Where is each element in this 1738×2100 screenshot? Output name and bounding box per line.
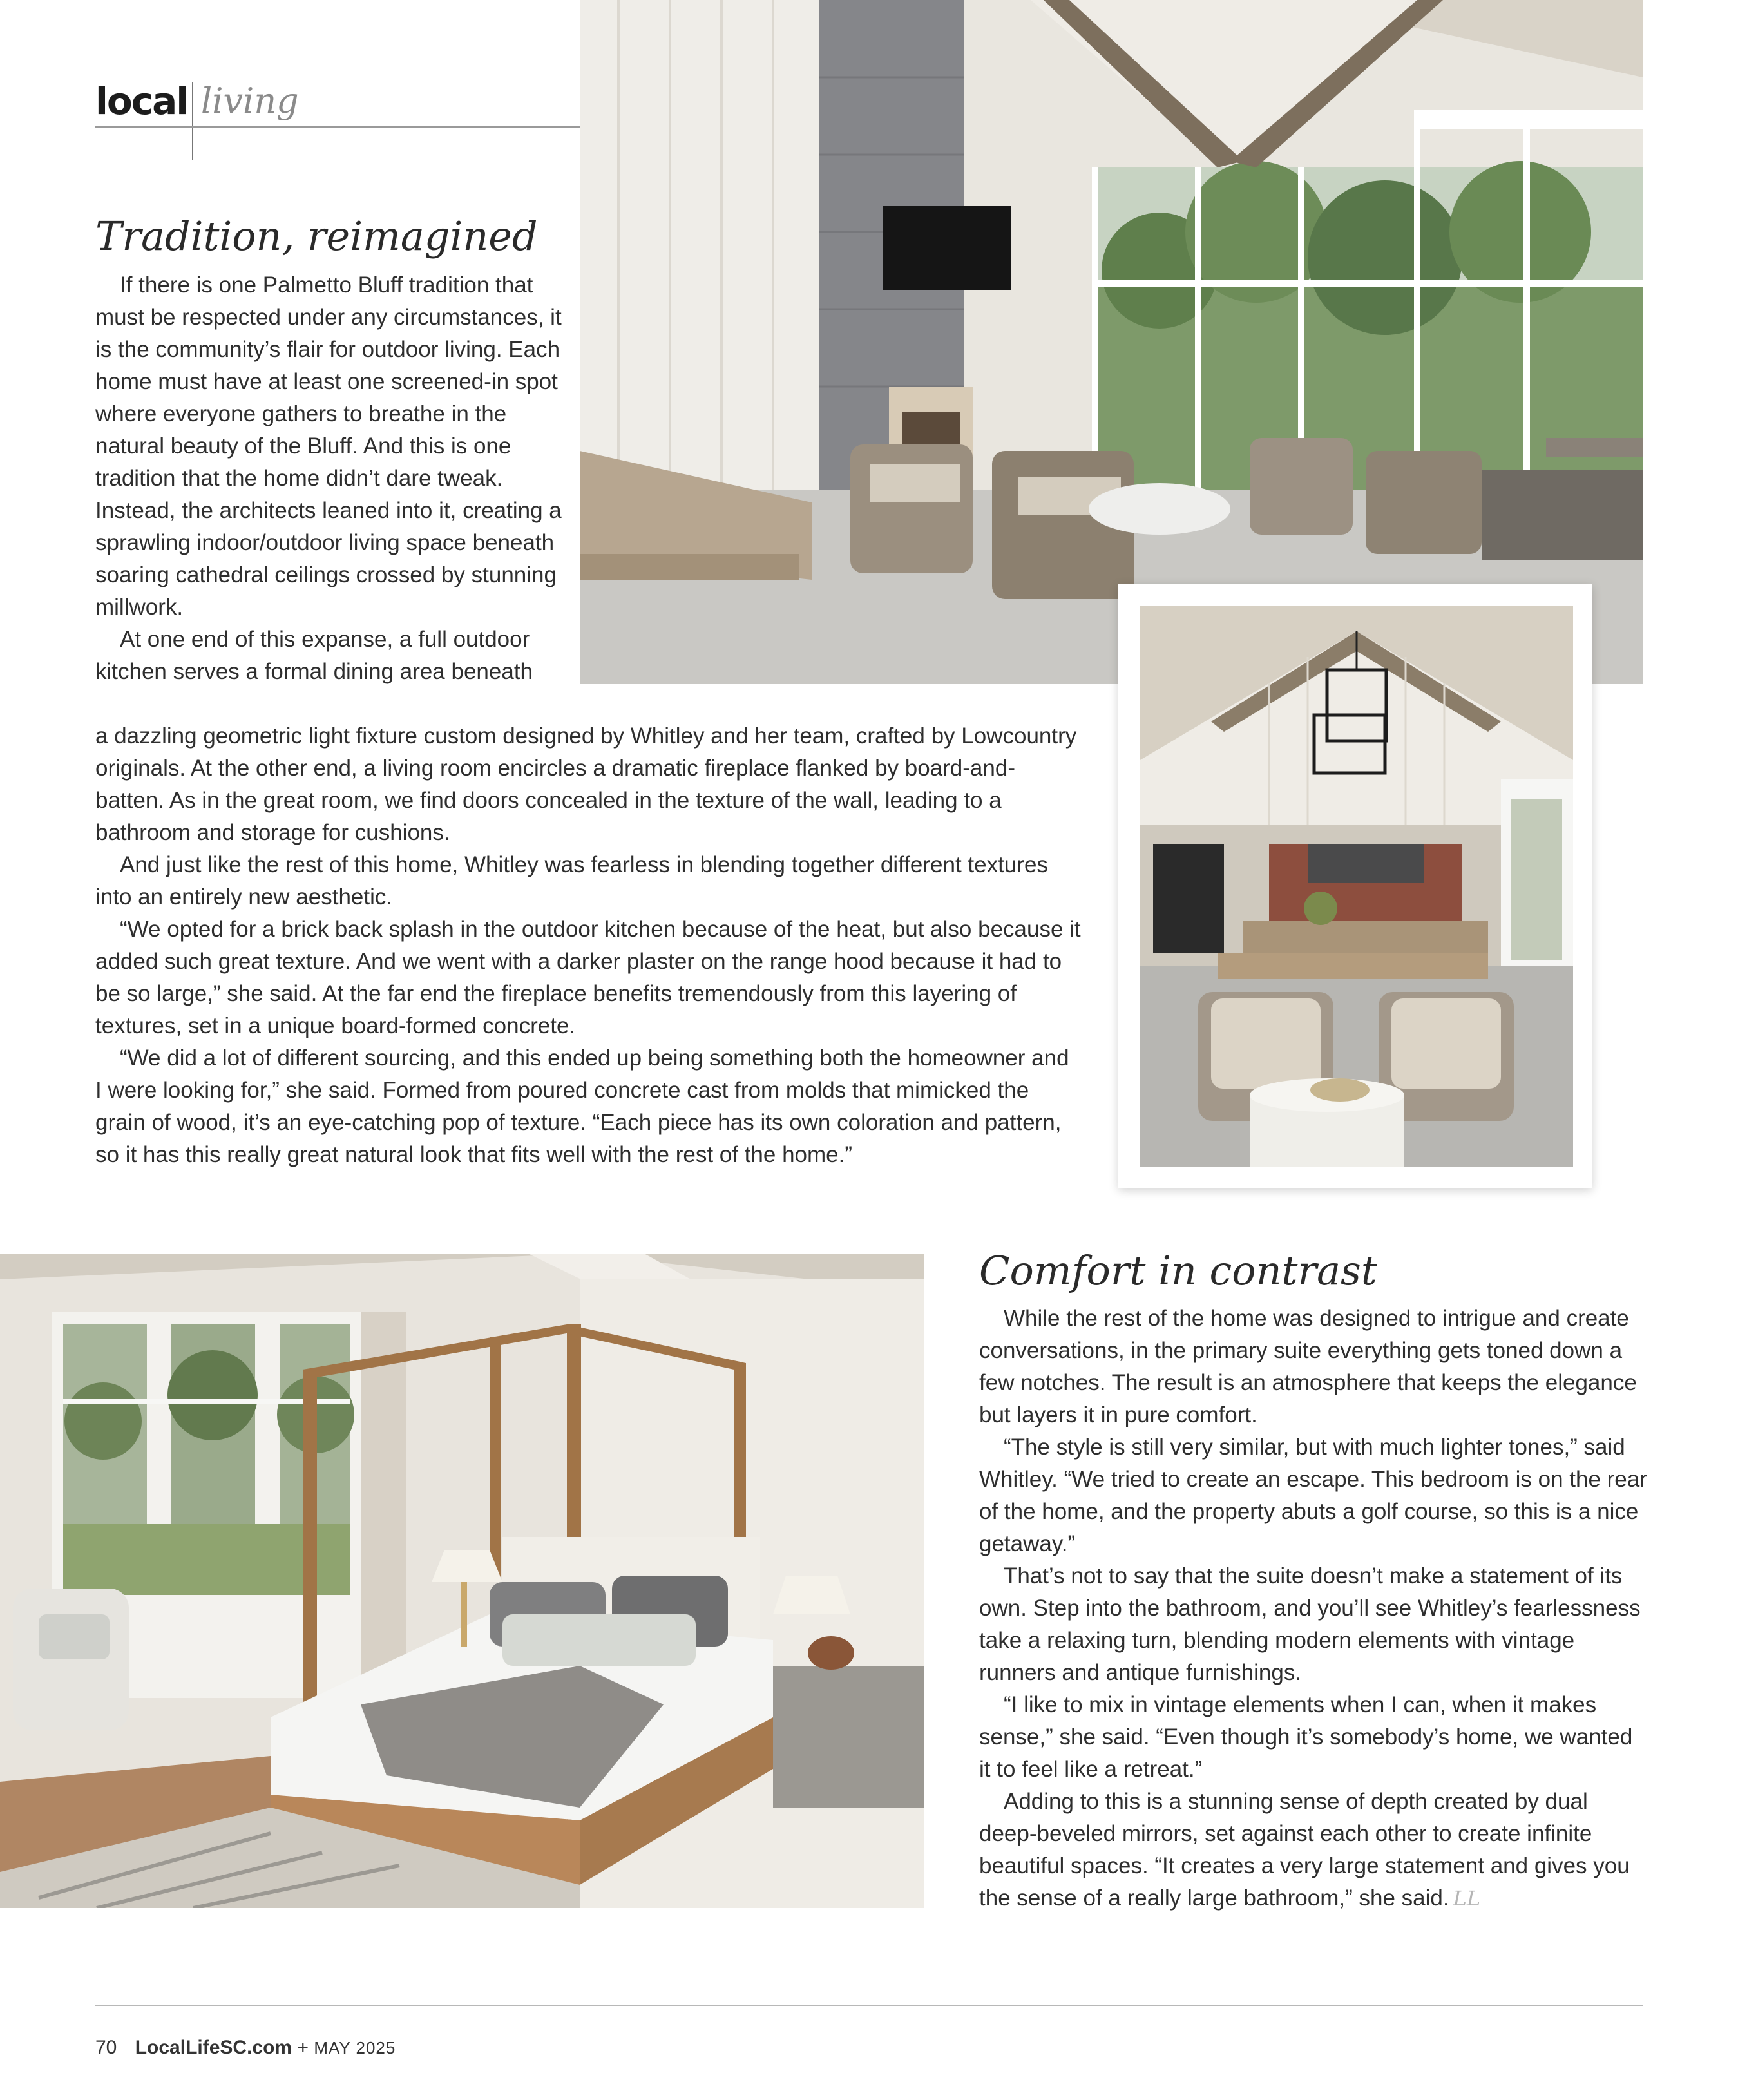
paragraph: “We did a lot of different sourcing, and this ended up being something both the homeowner and I were looking for,” she said. Formed from poured concrete cast from molds that mimicked the grain of wood, it’s an eye-catching pop of texture. “Each piece has its own coloration and pattern, so it has this really great natural look that fits well with the rest of the home.” xyxy=(95,1045,1069,1167)
issue-date: MAY 2025 xyxy=(314,2038,396,2057)
footer-separator: + xyxy=(297,2037,309,2058)
dining-photo xyxy=(1140,606,1573,1167)
paragraph: “The style is still very similar, but with much lighter tones,” said Whitley. “We tried to create an escape. This bedroom is on the rear of the home, and the property abuts a golf course, so this is a nice getaway.” xyxy=(979,1435,1647,1556)
paragraph: At one end of this expanse, a full outdoor kitchen serves a formal dining area beneath xyxy=(95,627,533,684)
paragraph: If there is one Palmetto Bluff tradition that must be respected under any circumstances, it is the community’s flair for outdoor living. Each home must have at least one screened-in spot where everyone gathers to breathe in the natural beauty of the Bluff. And this is one tradition that the home didn’t dare tweak. Instead, the architects leaned into it, creating a sprawling indoor/outdoor living space beneath soaring cathedral ceilings crossed by stunning millwork. xyxy=(95,272,562,620)
paragraph-text: Adding to this is a stunning sense of depth created by dual deep-beveled mirrors, set against each other to create infinite beautiful spaces. “It creates a very large statement and gives you the sense of a really large bathroom,” she said. xyxy=(979,1789,1630,1911)
paragraph: And just like the rest of this home, Whitley was fearless in blending together different textures into an entirely new aesthetic. xyxy=(95,852,1048,910)
section-label: living xyxy=(201,81,299,121)
paragraph-final xyxy=(979,1786,1649,1914)
paragraph: “I like to mix in vintage elements when I can, when it makes sense,” she said. “Even though it’s somebody’s home, we wanted it to feel like a retreat.” xyxy=(979,1692,1633,1782)
footer xyxy=(95,2038,396,2057)
section-heading-tradition: Tradition, reimagined xyxy=(95,213,538,260)
porch-photo xyxy=(580,0,1643,684)
paragraph: “We opted for a brick back splash in the outdoor kitchen because of the heat, but also because it added such great texture. And we went with a darker plaster on the range hood because it had to be so large,” she said. At the far end the fireplace benefits tremendously from this layering of textures, set in a unique board-formed concrete. xyxy=(95,917,1081,1038)
section-heading-comfort: Comfort in contrast xyxy=(979,1247,1377,1294)
brand-logo: local xyxy=(95,79,188,123)
page-number: 70 xyxy=(95,2037,117,2058)
bedroom-photo xyxy=(0,1254,924,1908)
paragraph: a dazzling geometric light fixture custom designed by Whitley and her team, crafted by Lowcountry originals. At the other end, a living room encircles a dramatic fireplace flanked by board-and-batten. As in the great room, we find doors concealed in the texture of the wall, leading to a bathroom and storage for cushions. xyxy=(95,723,1077,845)
paragraph: That’s not to say that the suite doesn’t make a statement of its own. Step into the bathroom, and you’ll see Whitley’s fearlessness take a relaxing turn, blending modern elements with vintage runners and antique furnishings. xyxy=(979,1563,1641,1685)
end-mark: LL xyxy=(1453,1886,1481,1911)
masthead-divider xyxy=(192,82,193,160)
site-link[interactable]: LocalLifeSC.com xyxy=(135,2037,292,2058)
footer-rule xyxy=(95,2005,1643,2006)
paragraph: While the rest of the home was designed to intrigue and create conversations, in the primary suite everything gets toned down a few notches. The result is an atmosphere that keeps the elegance but layers it in pure comfort. xyxy=(979,1306,1637,1427)
article-column-narrow xyxy=(95,269,566,688)
article-column-right xyxy=(979,1303,1649,1914)
masthead-rule xyxy=(95,126,580,128)
article-column-wide xyxy=(95,720,1081,1171)
